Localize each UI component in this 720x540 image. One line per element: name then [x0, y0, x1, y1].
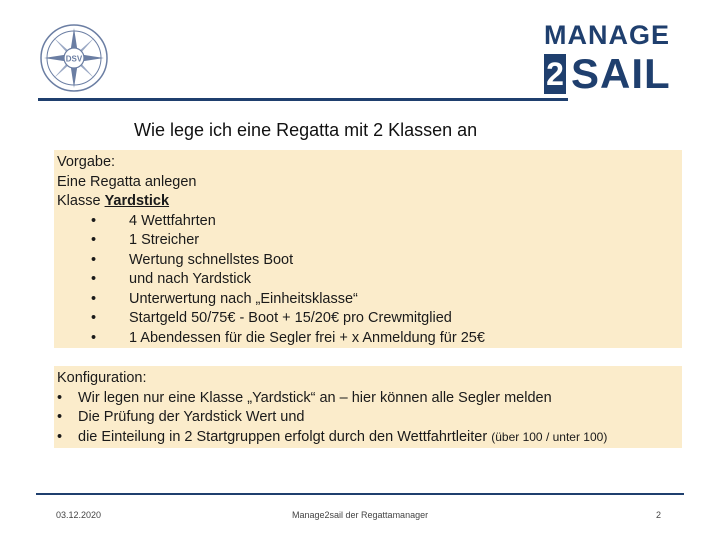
footer-divider [36, 493, 684, 495]
bullet-marker: • [57, 409, 63, 425]
konfiguration-box [54, 366, 682, 448]
vorgabe-bullet: und nach Yardstick [129, 271, 251, 287]
vorgabe-bullet: 1 Streicher [129, 232, 200, 248]
brand-bottom-text: SAIL [571, 50, 671, 97]
vorgabe-bullet: Startgeld 50/75€ - Boot + 15/20€ pro Crewmitglied [129, 310, 452, 326]
bullet-marker: • [57, 389, 63, 406]
page-number: 2 [656, 510, 662, 520]
class-line [57, 192, 169, 212]
class-prefix: Klasse [57, 193, 105, 209]
footer-date: 03.12.2020 [56, 510, 102, 520]
dsv-logo [38, 22, 110, 94]
vorgabe-box [54, 150, 682, 348]
bullet-marker: • [57, 428, 63, 445]
dsv-logo-text: DSV [65, 54, 83, 64]
vorgabe-bullet: 1 Abendessen für die Segler frei + x Anmeldung für 25€ [129, 329, 485, 346]
bullet-marker: • [91, 329, 97, 346]
konfiguration-bullet: die Einteilung in 2 Startgruppen erfolgt durch den Wettfahrtleiter [78, 428, 492, 445]
konfiguration-note: (über 100 / unter 100) [491, 429, 608, 444]
brand-top-text: MANAGE [544, 20, 670, 50]
vorgabe-bullet: Wertung schnellstes Boot [129, 251, 294, 268]
footer-title: Manage2sail der Regattamanager [292, 510, 429, 520]
brand-number: 2 [544, 54, 566, 94]
bullet-marker: • [91, 271, 97, 287]
konfiguration-bullet: Wir legen nur eine Klasse „Yardstick“ an – hier können alle Segler melden [78, 389, 552, 406]
vorgabe-heading: Vorgabe: [57, 154, 116, 170]
vorgabe-bullet: 4 Wettfahrten [129, 212, 216, 229]
bullet-marker: • [91, 251, 97, 268]
vorgabe-line: Eine Regatta anlegen [57, 173, 197, 190]
bullet-marker: • [91, 290, 97, 307]
bullet-marker: • [91, 310, 97, 326]
slide-title: Wie lege ich eine Regatta mit 2 Klassen an [134, 120, 478, 140]
header-divider [38, 98, 568, 101]
bullet-marker: • [91, 212, 97, 229]
konfiguration-bullet: Die Prüfung der Yardstick Wert und [78, 409, 305, 425]
manage2sail-logo [543, 18, 693, 100]
konfiguration-bullet-row [78, 428, 607, 448]
vorgabe-bullet: Unterwertung nach „Einheitsklasse“ [129, 290, 358, 307]
konfiguration-heading: Konfiguration: [57, 370, 147, 386]
bullet-marker: • [91, 232, 97, 248]
class-name: Yardstick [104, 193, 170, 209]
